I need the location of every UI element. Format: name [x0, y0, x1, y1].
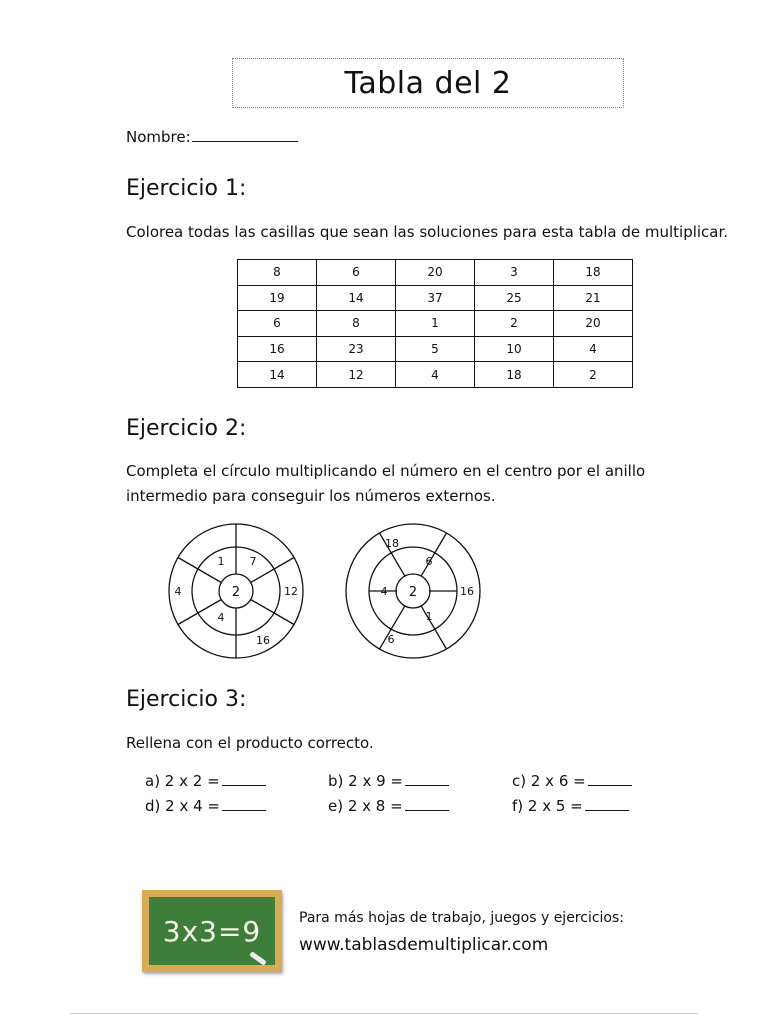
grid-cell: 14 — [317, 285, 396, 311]
circle-1-middle-value: 1 — [217, 555, 225, 568]
chalkboard-logo — [142, 890, 282, 972]
circle-1-outer-value: 12 — [284, 585, 298, 598]
answer-blank[interactable] — [222, 810, 266, 811]
grid-cell: 19 — [238, 285, 317, 311]
grid-cell: 10 — [475, 336, 554, 362]
answer-blank[interactable] — [405, 785, 449, 786]
exercise-2-instruction — [126, 459, 686, 509]
grid-cell: 2 — [554, 362, 633, 388]
grid-cell: 6 — [238, 311, 317, 337]
circle-2-middle-value: 1 — [425, 610, 433, 623]
grid-row — [238, 336, 633, 362]
problem-item — [328, 797, 449, 815]
grid-cell: 5 — [396, 336, 475, 362]
answer-blank[interactable] — [585, 810, 629, 811]
exercise-1-instruction: Colorea todas las casillas que sean las soluciones para esta tabla de multiplicar. — [126, 223, 729, 241]
exercise-3-instruction: Rellena con el producto correcto. — [126, 734, 374, 752]
circle-2-middle-value: 4 — [380, 585, 388, 598]
grid-cell: 21 — [554, 285, 633, 311]
grid-cell: 20 — [554, 311, 633, 337]
grid-cell: 4 — [396, 362, 475, 388]
problem-label: c) 2 x 6 = — [512, 772, 586, 790]
grid-row — [238, 311, 633, 337]
instruction-line: intermedio para conseguir los números externos. — [126, 487, 496, 505]
grid-cell: 8 — [238, 260, 317, 286]
bottom-divider — [70, 1013, 698, 1014]
exercise-3-heading: Ejercicio 3: — [126, 687, 247, 712]
grid-cell: 37 — [396, 285, 475, 311]
problem-item — [145, 797, 266, 815]
instruction-line: Completa el círculo multiplicando el número en el centro por el anillo — [126, 462, 646, 480]
circle-2-outer-value: 6 — [387, 633, 395, 646]
exercise-2-heading: Ejercicio 2: — [126, 416, 247, 441]
problem-label: f) 2 x 5 = — [512, 797, 583, 815]
worksheet-title: Tabla del 2 — [232, 58, 624, 108]
grid-cell: 18 — [554, 260, 633, 286]
grid-cell: 6 — [317, 260, 396, 286]
grid-cell: 3 — [475, 260, 554, 286]
name-label: Nombre: — [126, 128, 191, 146]
circle-1-middle-value: 7 — [249, 555, 257, 568]
grid-cell: 1 — [396, 311, 475, 337]
grid-row — [238, 285, 633, 311]
grid-row — [238, 362, 633, 388]
answer-blank[interactable] — [588, 785, 632, 786]
name-blank-line — [192, 141, 298, 142]
multiplication-circles — [160, 518, 490, 668]
problem-item — [512, 772, 632, 790]
grid-cell: 8 — [317, 311, 396, 337]
grid-cell: 4 — [554, 336, 633, 362]
chalkboard-surface — [149, 897, 275, 965]
problem-item — [145, 772, 266, 790]
problem-item — [328, 772, 449, 790]
exercise-1-heading: Ejercicio 1: — [126, 176, 247, 201]
grid-cell: 2 — [475, 311, 554, 337]
circle-1-outer-value: 4 — [174, 585, 182, 598]
grid-cell: 14 — [238, 362, 317, 388]
circle-2-outer-value: 16 — [460, 585, 474, 598]
circle-2-center: 2 — [408, 585, 418, 600]
circle-1-center: 2 — [231, 585, 241, 600]
answer-grid — [237, 259, 633, 388]
grid-cell: 16 — [238, 336, 317, 362]
grid-cell: 23 — [317, 336, 396, 362]
problem-label: b) 2 x 9 = — [328, 772, 403, 790]
chalk-icon — [249, 951, 267, 965]
grid-cell: 25 — [475, 285, 554, 311]
answer-blank[interactable] — [222, 785, 266, 786]
circle-2-middle-value: 6 — [425, 555, 433, 568]
circle-1-middle-value: 4 — [217, 611, 225, 624]
problem-item — [512, 797, 629, 815]
problem-label: e) 2 x 8 = — [328, 797, 403, 815]
grid-cell: 12 — [317, 362, 396, 388]
problem-label: d) 2 x 4 = — [145, 797, 220, 815]
grid-cell: 20 — [396, 260, 475, 286]
answer-blank[interactable] — [405, 810, 449, 811]
circle-2-outer-value: 18 — [385, 537, 399, 550]
problem-label: a) 2 x 2 = — [145, 772, 220, 790]
footer-website-link[interactable]: www.tablasdemultiplicar.com — [299, 935, 549, 955]
chalkboard-text: 3x3=9 — [162, 914, 262, 948]
grid-cell: 18 — [475, 362, 554, 388]
grid-row — [238, 260, 633, 286]
footer-promo-text: Para más hojas de trabajo, juegos y ejercicios: — [299, 910, 625, 926]
circle-1-outer-value: 16 — [256, 634, 270, 647]
